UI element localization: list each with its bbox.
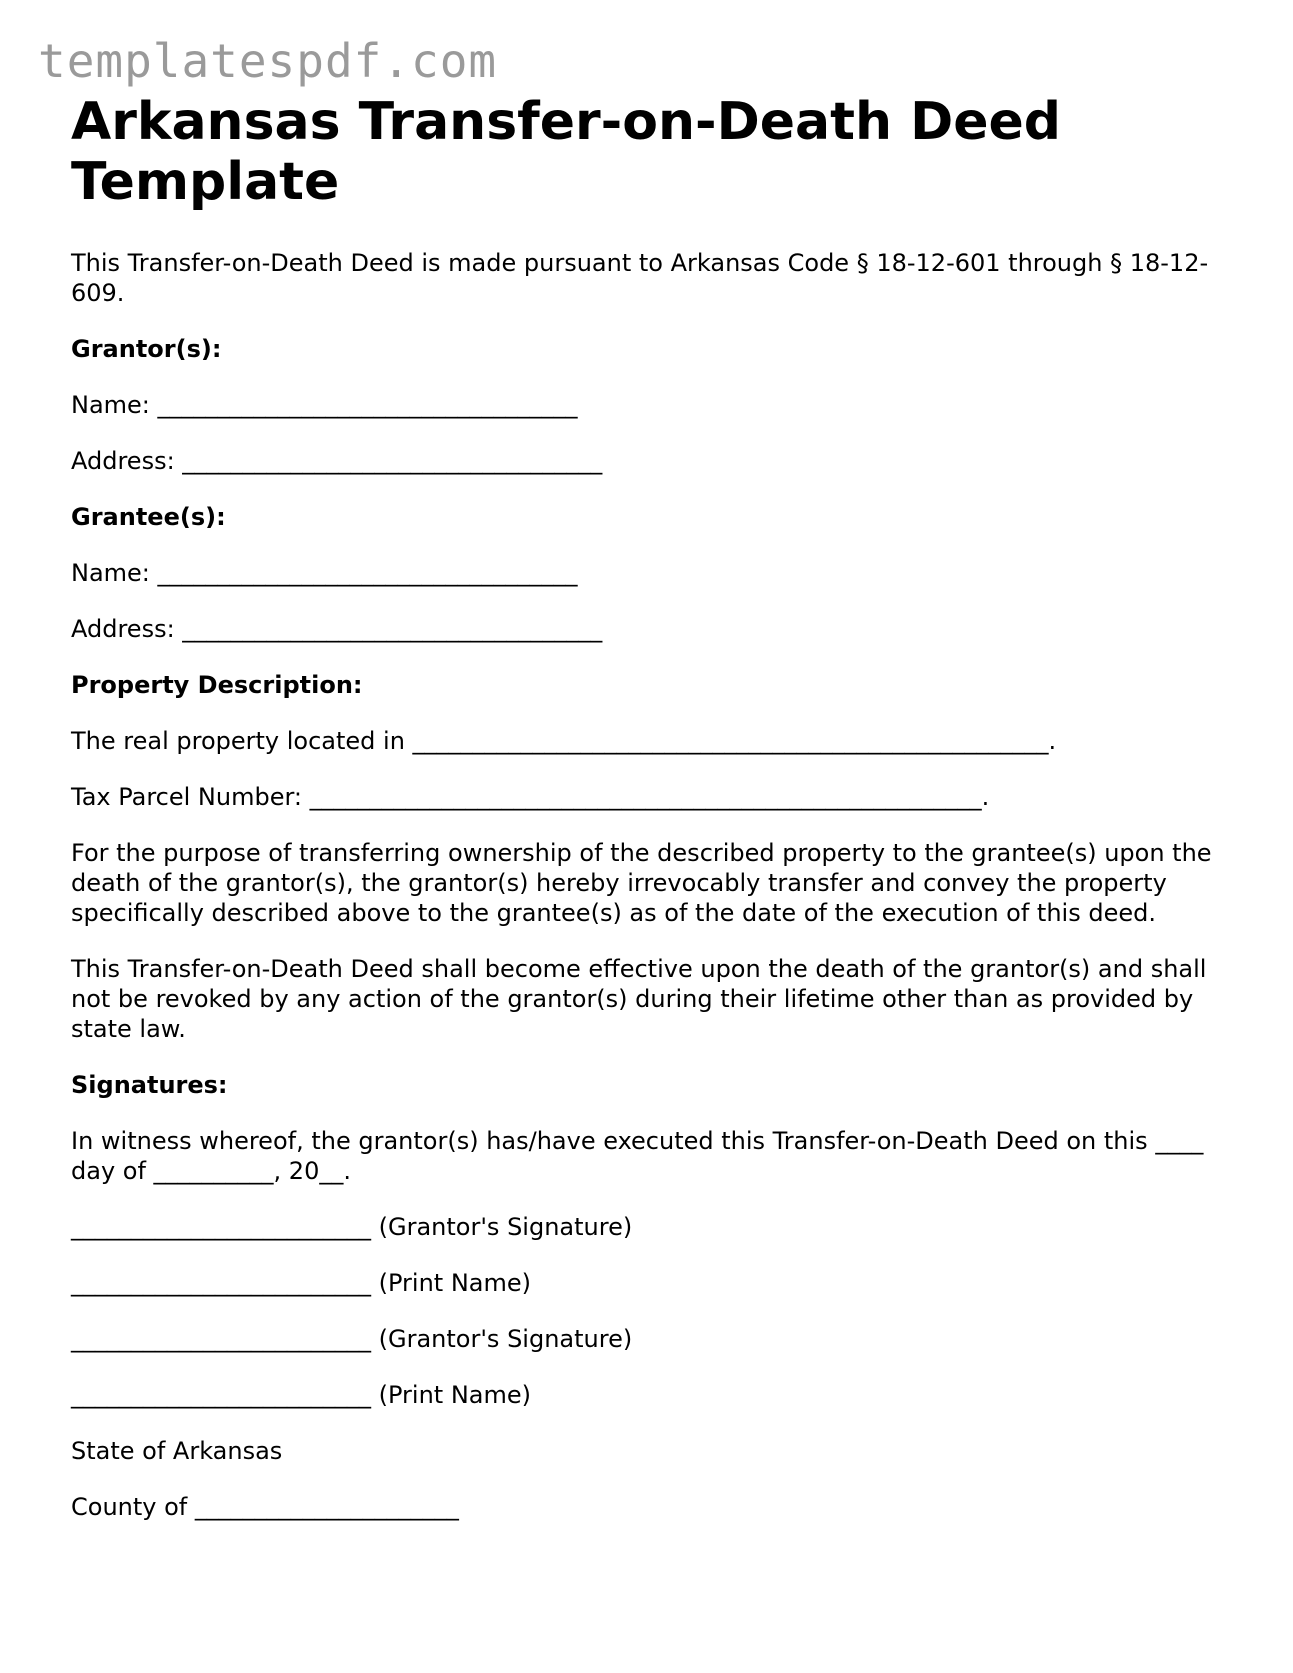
page-title: Arkansas Transfer-on-Death Deed Template <box>71 92 1062 212</box>
grantor-signature-line: _________________________ (Grantor's Signature) <box>71 1213 633 1241</box>
watermark: templatespdf.com <box>38 34 498 88</box>
grantee-address-field: Address: ___________________________________ <box>71 615 603 643</box>
witness-statement: In witness whereof, the grantor(s) has/have executed this Transfer-on-Death Deed on this ____ day of __________, 20__. <box>71 1127 1204 1185</box>
intro-statement: This Transfer-on-Death Deed is made pursuant to Arkansas Code § 18-12-601 through § 18-12-609. <box>71 249 1209 307</box>
grantee-heading: Grantee(s): <box>71 503 226 531</box>
grantor-heading: Grantor(s): <box>71 335 222 363</box>
signatures-heading: Signatures: <box>71 1071 228 1099</box>
notary-state: State of Arkansas <box>71 1437 283 1465</box>
notary-county-field: County of ______________________ <box>71 1493 459 1521</box>
property-heading: Property Description: <box>71 671 363 699</box>
effective-clause: This Transfer-on-Death Deed shall become effective upon the death of the grantor(s) and shall not be revoked by any action of the grantor(s) during their lifetime other than as provided by state law. <box>71 955 1207 1043</box>
print-name-line: _________________________ (Print Name) <box>71 1269 531 1297</box>
deed-document <box>71 92 1221 1522</box>
print-name-line: _________________________ (Print Name) <box>71 1381 531 1409</box>
property-location-field: The real property located in _____________________________________________________. <box>71 727 1057 755</box>
grantor-signature-line: _________________________ (Grantor's Signature) <box>71 1325 633 1353</box>
grantor-address-field: Address: ___________________________________ <box>71 447 603 475</box>
grantor-name-field: Name: ___________________________________ <box>71 391 578 419</box>
tax-parcel-field: Tax Parcel Number: ________________________________________________________. <box>71 783 990 811</box>
grantee-name-field: Name: ___________________________________ <box>71 559 578 587</box>
purpose-clause: For the purpose of transferring ownership of the described property to the grantee(s) upon the death of the grantor(s), the grantor(s) hereby irrevocably transfer and convey the property specifically described above to the grantee(s) as of the date of the execution of this deed. <box>71 839 1212 927</box>
